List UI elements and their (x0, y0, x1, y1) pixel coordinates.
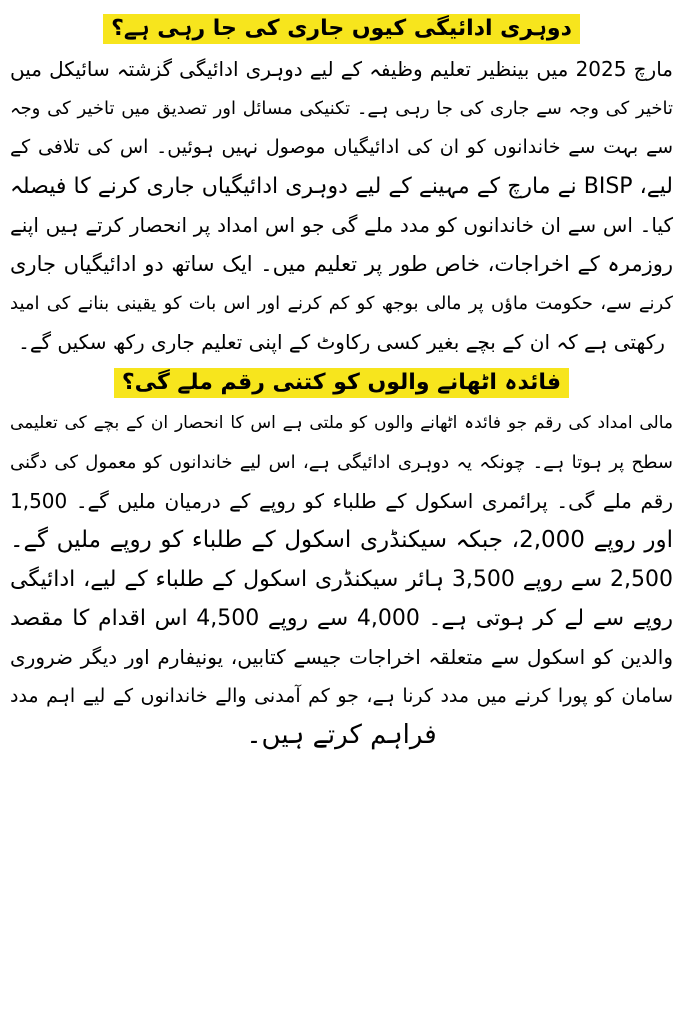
paragraph-line: فراہم کرتے ہیں۔ (246, 720, 437, 750)
paragraph-line: لیے، BISP نے مارچ کے مہینے کے لیے دوہری ادائیگیاں جاری کرنے کا فیصلہ (10, 174, 673, 199)
paragraph-line: اور روپے 2,000، جبکہ سیکنڈری اسکول کے طلباء کو روپے ملیں گے۔ (10, 527, 673, 553)
paragraph-line: والدین کو اسکول سے متعلقہ اخراجات جیسے کتابیں، یونیفارم اور دیگر ضروری (10, 645, 673, 669)
section-heading-wrapper (10, 368, 673, 398)
paragraph-line: 2,500 سے روپے 3,500 ہائر سیکنڈری اسکول کے طلباء کے لیے، ادائیگی (10, 567, 673, 592)
paragraph-line: رقم ملے گی۔ پرائمری اسکول کے طلباء کو روپے کے درمیان ملیں گے۔ 1,500 (10, 489, 673, 513)
section-heading-amount: فائدہ اٹھانے والوں کو کتنی رقم ملے گی؟ (114, 368, 569, 398)
paragraph-line: مارچ 2025 میں بینظیر تعلیم وظیفہ کے لیے دوہری ادائیگی گزشتہ سائیکل میں (10, 57, 674, 81)
paragraph-line: سے بہت سے خاندانوں کو ان کی ادائیگیاں موصول نہیں ہوئیں۔ اس کی تلافی کے (10, 136, 673, 158)
paragraph-line: روزمرہ کے اخراجات، خاص طور پر تعلیم میں۔ ایک ساتھ دو ادائیگیاں جاری (10, 252, 673, 276)
paragraph-line: مالی امداد کی رقم جو فائدہ اٹھانے والوں کو ملتی ہے اس کا انحصار ان کے بچے کی تعلیمی (10, 413, 673, 433)
paragraph-line: سطح پر ہوتا ہے۔ چونکہ یہ دوہری ادائیگی ہے، اس لیے خاندانوں کو معمول کی دگنی (10, 452, 673, 473)
paragraph-line: روپے سے لے کر ہوتی ہے۔ 4,000 سے روپے 4,500 اس اقدام کا مقصد (10, 606, 673, 631)
paragraph-line: سامان کو پورا کرنے میں مدد کرنا ہے، جو کم آمدنی والے خاندانوں کے لیے اہم مدد (10, 685, 673, 707)
section-heading-double-payment: دوہری ادائیگی کیوں جاری کی جا رہی ہے؟ (103, 14, 580, 44)
paragraph-line: تاخیر کی وجہ سے جاری کی جا رہی ہے۔ تکنیکی مسائل اور تصدیق میں تاخیر کی وجہ (10, 98, 673, 119)
paragraph-line: کیا۔ اس سے ان خاندانوں کو مدد ملے گی جو اس امداد پر انحصار کرتے ہیں اپنے (10, 213, 673, 237)
paragraph-line: کرنے سے، حکومت ماؤں پر مالی بوجھ کو کم کرنے اور اس بات کو یقینی بنانے کی امید (10, 293, 673, 314)
paragraph-amount (10, 404, 673, 755)
paragraph-line: رکھتی ہے کہ ان کے بچے بغیر کسی رکاوٹ کے اپنی تعلیم جاری رکھ سکیں گے۔ (18, 330, 665, 354)
section-heading-wrapper (10, 14, 673, 44)
paragraph-double-payment (10, 50, 673, 362)
